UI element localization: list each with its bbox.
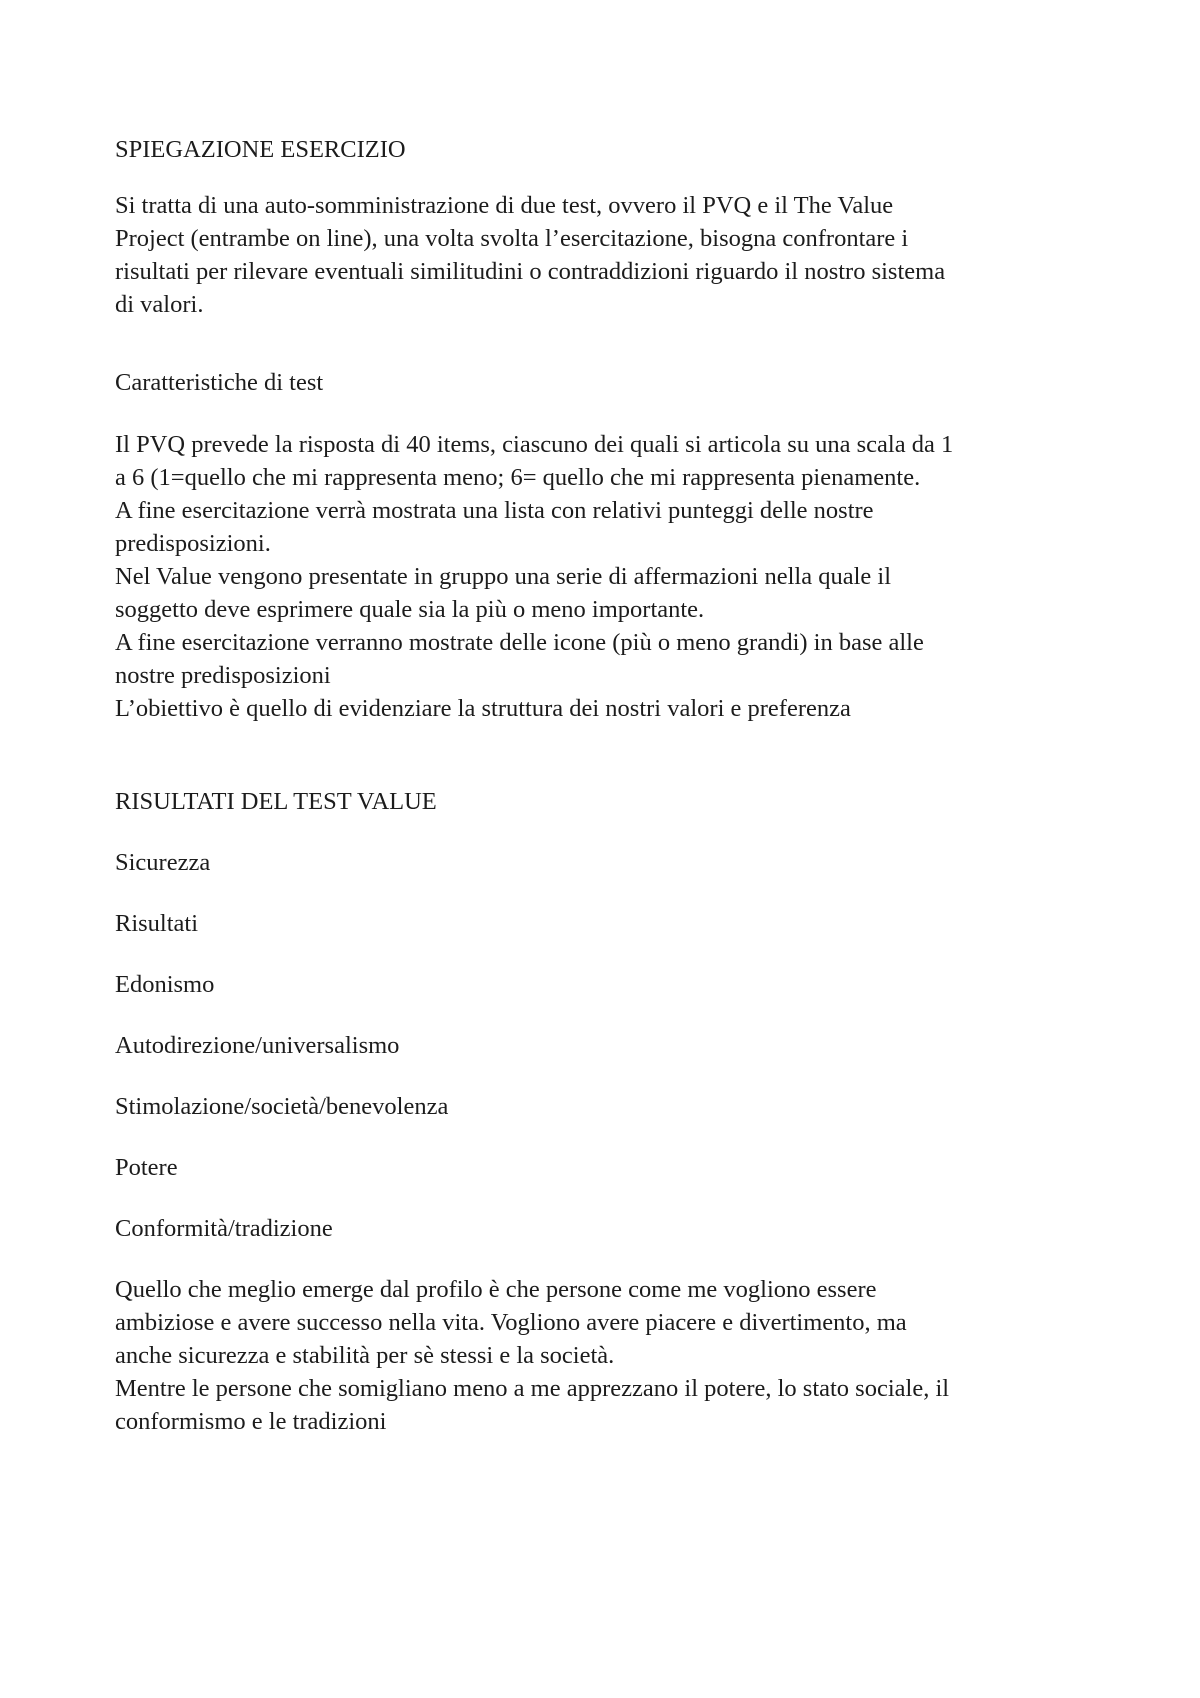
paragraph-line: soggetto deve esprimere quale sia la più o meno importante. bbox=[115, 596, 705, 623]
paragraph-line: conformismo e le tradizioni bbox=[115, 1408, 387, 1435]
paragraph-line: A fine esercitazione verrà mostrata una lista con relativi punteggi delle nostre bbox=[115, 497, 874, 524]
paragraph-line: Quello che meglio emerge dal profilo è che persone come me vogliono essere bbox=[115, 1276, 877, 1303]
paragraph-line: L’obiettivo è quello di evidenziare la struttura dei nostri valori e preferenza bbox=[115, 695, 851, 722]
paragraph-line: a 6 (1=quello che mi rappresenta meno; 6= quello che mi rappresenta pienamente. bbox=[115, 464, 921, 491]
paragraph-line: risultati per rilevare eventuali similitudini o contraddizioni riguardo il nostro sistema bbox=[115, 258, 946, 285]
result-item-edonismo: Edonismo bbox=[115, 971, 215, 998]
characteristics-paragraph bbox=[115, 428, 1105, 725]
section-heading-risultati: RISULTATI DEL TEST VALUE bbox=[115, 788, 437, 815]
result-item-stimolazione: Stimolazione/società/benevolenza bbox=[115, 1093, 449, 1120]
paragraph-line: di valori. bbox=[115, 291, 204, 318]
paragraph-line: nostre predisposizioni bbox=[115, 662, 331, 689]
paragraph-line: Mentre le persone che somigliano meno a me apprezzano il potere, lo stato sociale, il bbox=[115, 1375, 950, 1402]
section-heading-spiegazione: SPIEGAZIONE ESERCIZIO bbox=[115, 136, 406, 163]
paragraph-line: Project (entrambe on line), una volta svolta l’esercitazione, bisogna confrontare i bbox=[115, 225, 909, 252]
paragraph-line: predisposizioni. bbox=[115, 530, 271, 557]
result-item-sicurezza: Sicurezza bbox=[115, 849, 211, 876]
paragraph-line: A fine esercitazione verranno mostrate delle icone (più o meno grandi) in base alle bbox=[115, 629, 924, 656]
result-item-autodirezione: Autodirezione/universalismo bbox=[115, 1032, 400, 1059]
paragraph-line: ambiziose e avere successo nella vita. Vogliono avere piacere e divertimento, ma bbox=[115, 1309, 907, 1336]
paragraph-line: Nel Value vengono presentate in gruppo una serie di affermazioni nella quale il bbox=[115, 563, 892, 590]
conclusion-paragraph bbox=[115, 1273, 1105, 1438]
paragraph-line: anche sicurezza e stabilità per sè stessi e la società. bbox=[115, 1342, 615, 1369]
result-item-potere: Potere bbox=[115, 1154, 178, 1181]
paragraph-line: Il PVQ prevede la risposta di 40 items, ciascuno dei quali si articola su una scala da 1 bbox=[115, 431, 954, 458]
subheading-caratteristiche: Caratteristiche di test bbox=[115, 369, 324, 396]
result-item-conformita: Conformità/tradizione bbox=[115, 1215, 333, 1242]
paragraph-line: Si tratta di una auto-somministrazione di due test, ovvero il PVQ e il The Value bbox=[115, 192, 894, 219]
result-item-risultati: Risultati bbox=[115, 910, 199, 937]
intro-paragraph bbox=[115, 189, 1105, 321]
